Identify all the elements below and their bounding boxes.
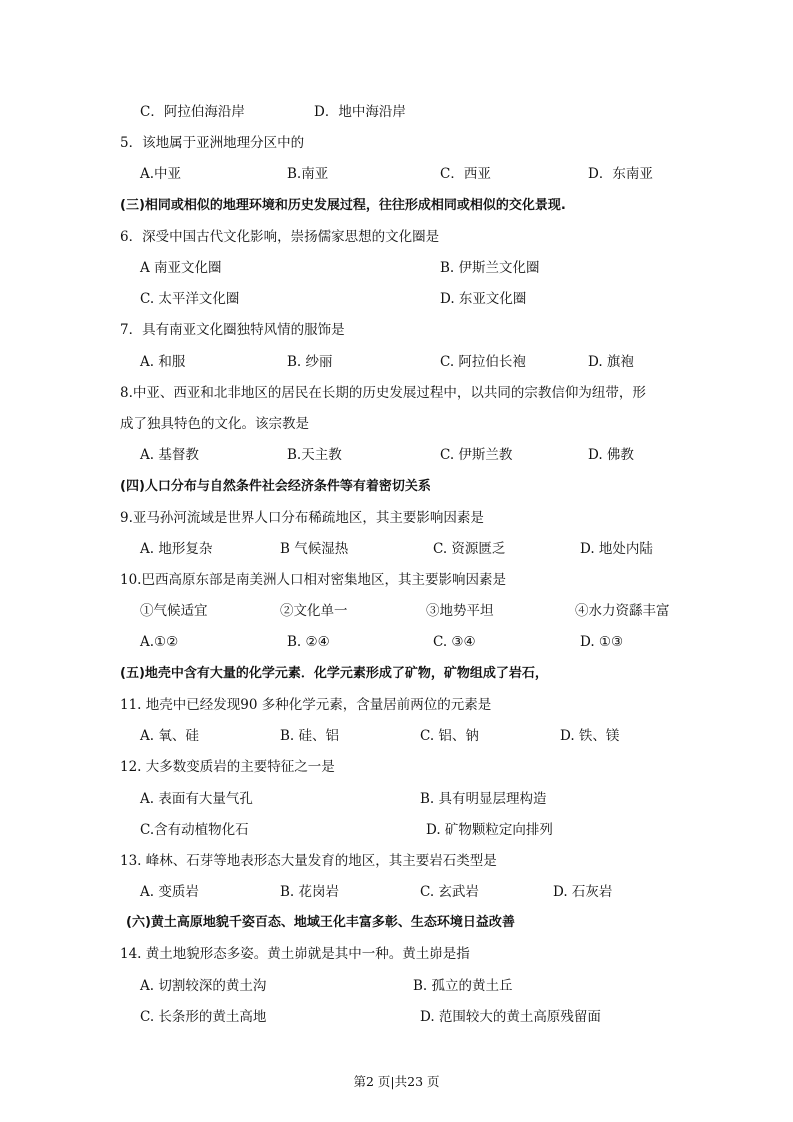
- option-d: D. 矿物颗粒定向排列: [426, 822, 553, 838]
- item-3: ③地势平坦: [426, 603, 494, 619]
- option-c: C. 太平洋文化圈: [140, 291, 240, 307]
- option-b: B. 孤立的黄土丘: [413, 978, 513, 994]
- item-1: ①气候适宜: [140, 603, 208, 619]
- option-a: A. 基督教: [140, 447, 199, 463]
- option-d: D. 地处内陆: [580, 541, 653, 557]
- section-heading-5: (五)地壳中含有大量的化学元素．化学元素形成了矿物，矿物组成了岩石，: [120, 666, 548, 681]
- option-c: C.含有动植物化石: [140, 822, 249, 838]
- option-c: C. 伊斯兰教: [440, 447, 513, 463]
- option-b: B. 花岗岩: [280, 884, 340, 900]
- item-2: ②文化单一: [280, 603, 348, 619]
- option-c: C. ③④: [433, 634, 476, 650]
- option-a: A. 地形复杂: [140, 541, 213, 557]
- option-b: B. 具有明显层理构造: [420, 791, 547, 807]
- option-c: C. 铝、钠: [420, 728, 479, 744]
- option-d: D. 范围较大的黄土高原残留面: [420, 1009, 601, 1025]
- option-b: B.天主教: [287, 447, 342, 463]
- option-b: B. ②④: [287, 634, 330, 650]
- option-c: C. 资源匮乏: [433, 541, 506, 557]
- question-5: 5．该地属于亚洲地理分区中的: [120, 135, 305, 151]
- section-heading-4: (四)人口分布与自然条件社会经济条件等有着密切关系: [120, 479, 431, 494]
- option-a: A. 切割较深的黄土沟: [140, 978, 267, 994]
- option-d: D. 佛教: [588, 447, 634, 463]
- option-c: C．阿拉伯海沿岸: [140, 104, 245, 120]
- option-b: B.南亚: [287, 166, 329, 182]
- option-c: C. 玄武岩: [420, 884, 479, 900]
- option-d: D. 铁、镁: [560, 728, 620, 744]
- option-c: C. 长条形的黄土高地: [140, 1009, 267, 1025]
- option-d: D. ①③: [580, 634, 624, 650]
- option-a: A. 氧、硅: [140, 728, 199, 744]
- option-b: B. 硅、铝: [280, 728, 340, 744]
- question-13: 13. 峰林、石芽等地表形态大量发育的地区，其主要岩石类型是: [120, 853, 497, 869]
- question-9: 9.亚马孙河流域是世界人口分布稀疏地区，其主要影响因素是: [120, 510, 484, 526]
- question-14: 14. 黄土地貌形态多姿。黄土峁就是其中一种。黄土峁是指: [120, 946, 470, 962]
- item-4: ④水力资繇丰富: [575, 603, 670, 619]
- question-11: 11. 地壳中已经发现90 多种化学元素，含量居前两位的元素是: [120, 697, 492, 713]
- question-12: 12. 大多数变质岩的主要特征之一是: [120, 759, 335, 775]
- option-d: D. 石灰岩: [553, 884, 613, 900]
- question-8-line2: 成了独具特色的文化。该宗教是: [120, 416, 309, 432]
- option-c: C. 阿拉伯长袍: [440, 354, 526, 370]
- option-a: A 南亚文化圈: [140, 260, 222, 276]
- question-6: 6．深受中国古代文化影响，崇扬儒家思想的文化圈是: [120, 229, 440, 245]
- option-a: A. 变质岩: [140, 884, 199, 900]
- question-7: 7．具有南亚文化圈独特风情的服饰是: [120, 322, 345, 338]
- option-a: A.中亚: [140, 166, 182, 182]
- option-b: B. 伊斯兰文化圈: [440, 260, 540, 276]
- option-a: A. 表面有大量气孔: [140, 791, 253, 807]
- option-d: D. 东亚文化圈: [440, 291, 527, 307]
- option-c: C．西亚: [440, 166, 491, 182]
- option-d: D. 旗袍: [588, 354, 634, 370]
- option-a: A. 和服: [140, 354, 186, 370]
- option-b: B. 纱丽: [287, 354, 333, 370]
- option-a: A.①②: [140, 634, 179, 650]
- option-b: B 气候湿热: [280, 541, 349, 557]
- page-footer: 第2 页|共23 页: [353, 1074, 440, 1089]
- section-heading-3: (三)相同或相似的地理环境和历史发展过程，往往形成相同或相似的交化景现.: [120, 198, 566, 213]
- section-heading-6: (六)黄土高原地貌千姿百态、地域王化丰富多彰、生态环境日益改善: [126, 915, 515, 930]
- question-10: 10.巴西高原东部是南美洲人口相对密集地区，其主要影响因素是: [120, 572, 506, 588]
- question-8-line1: 8.中亚、西亚和北非地区的居民在长期的历史发展过程中，以共同的宗教信仰为纽带，形: [120, 385, 646, 401]
- option-d: D．东南亚: [588, 166, 653, 182]
- option-d: D．地中海沿岸: [314, 104, 406, 120]
